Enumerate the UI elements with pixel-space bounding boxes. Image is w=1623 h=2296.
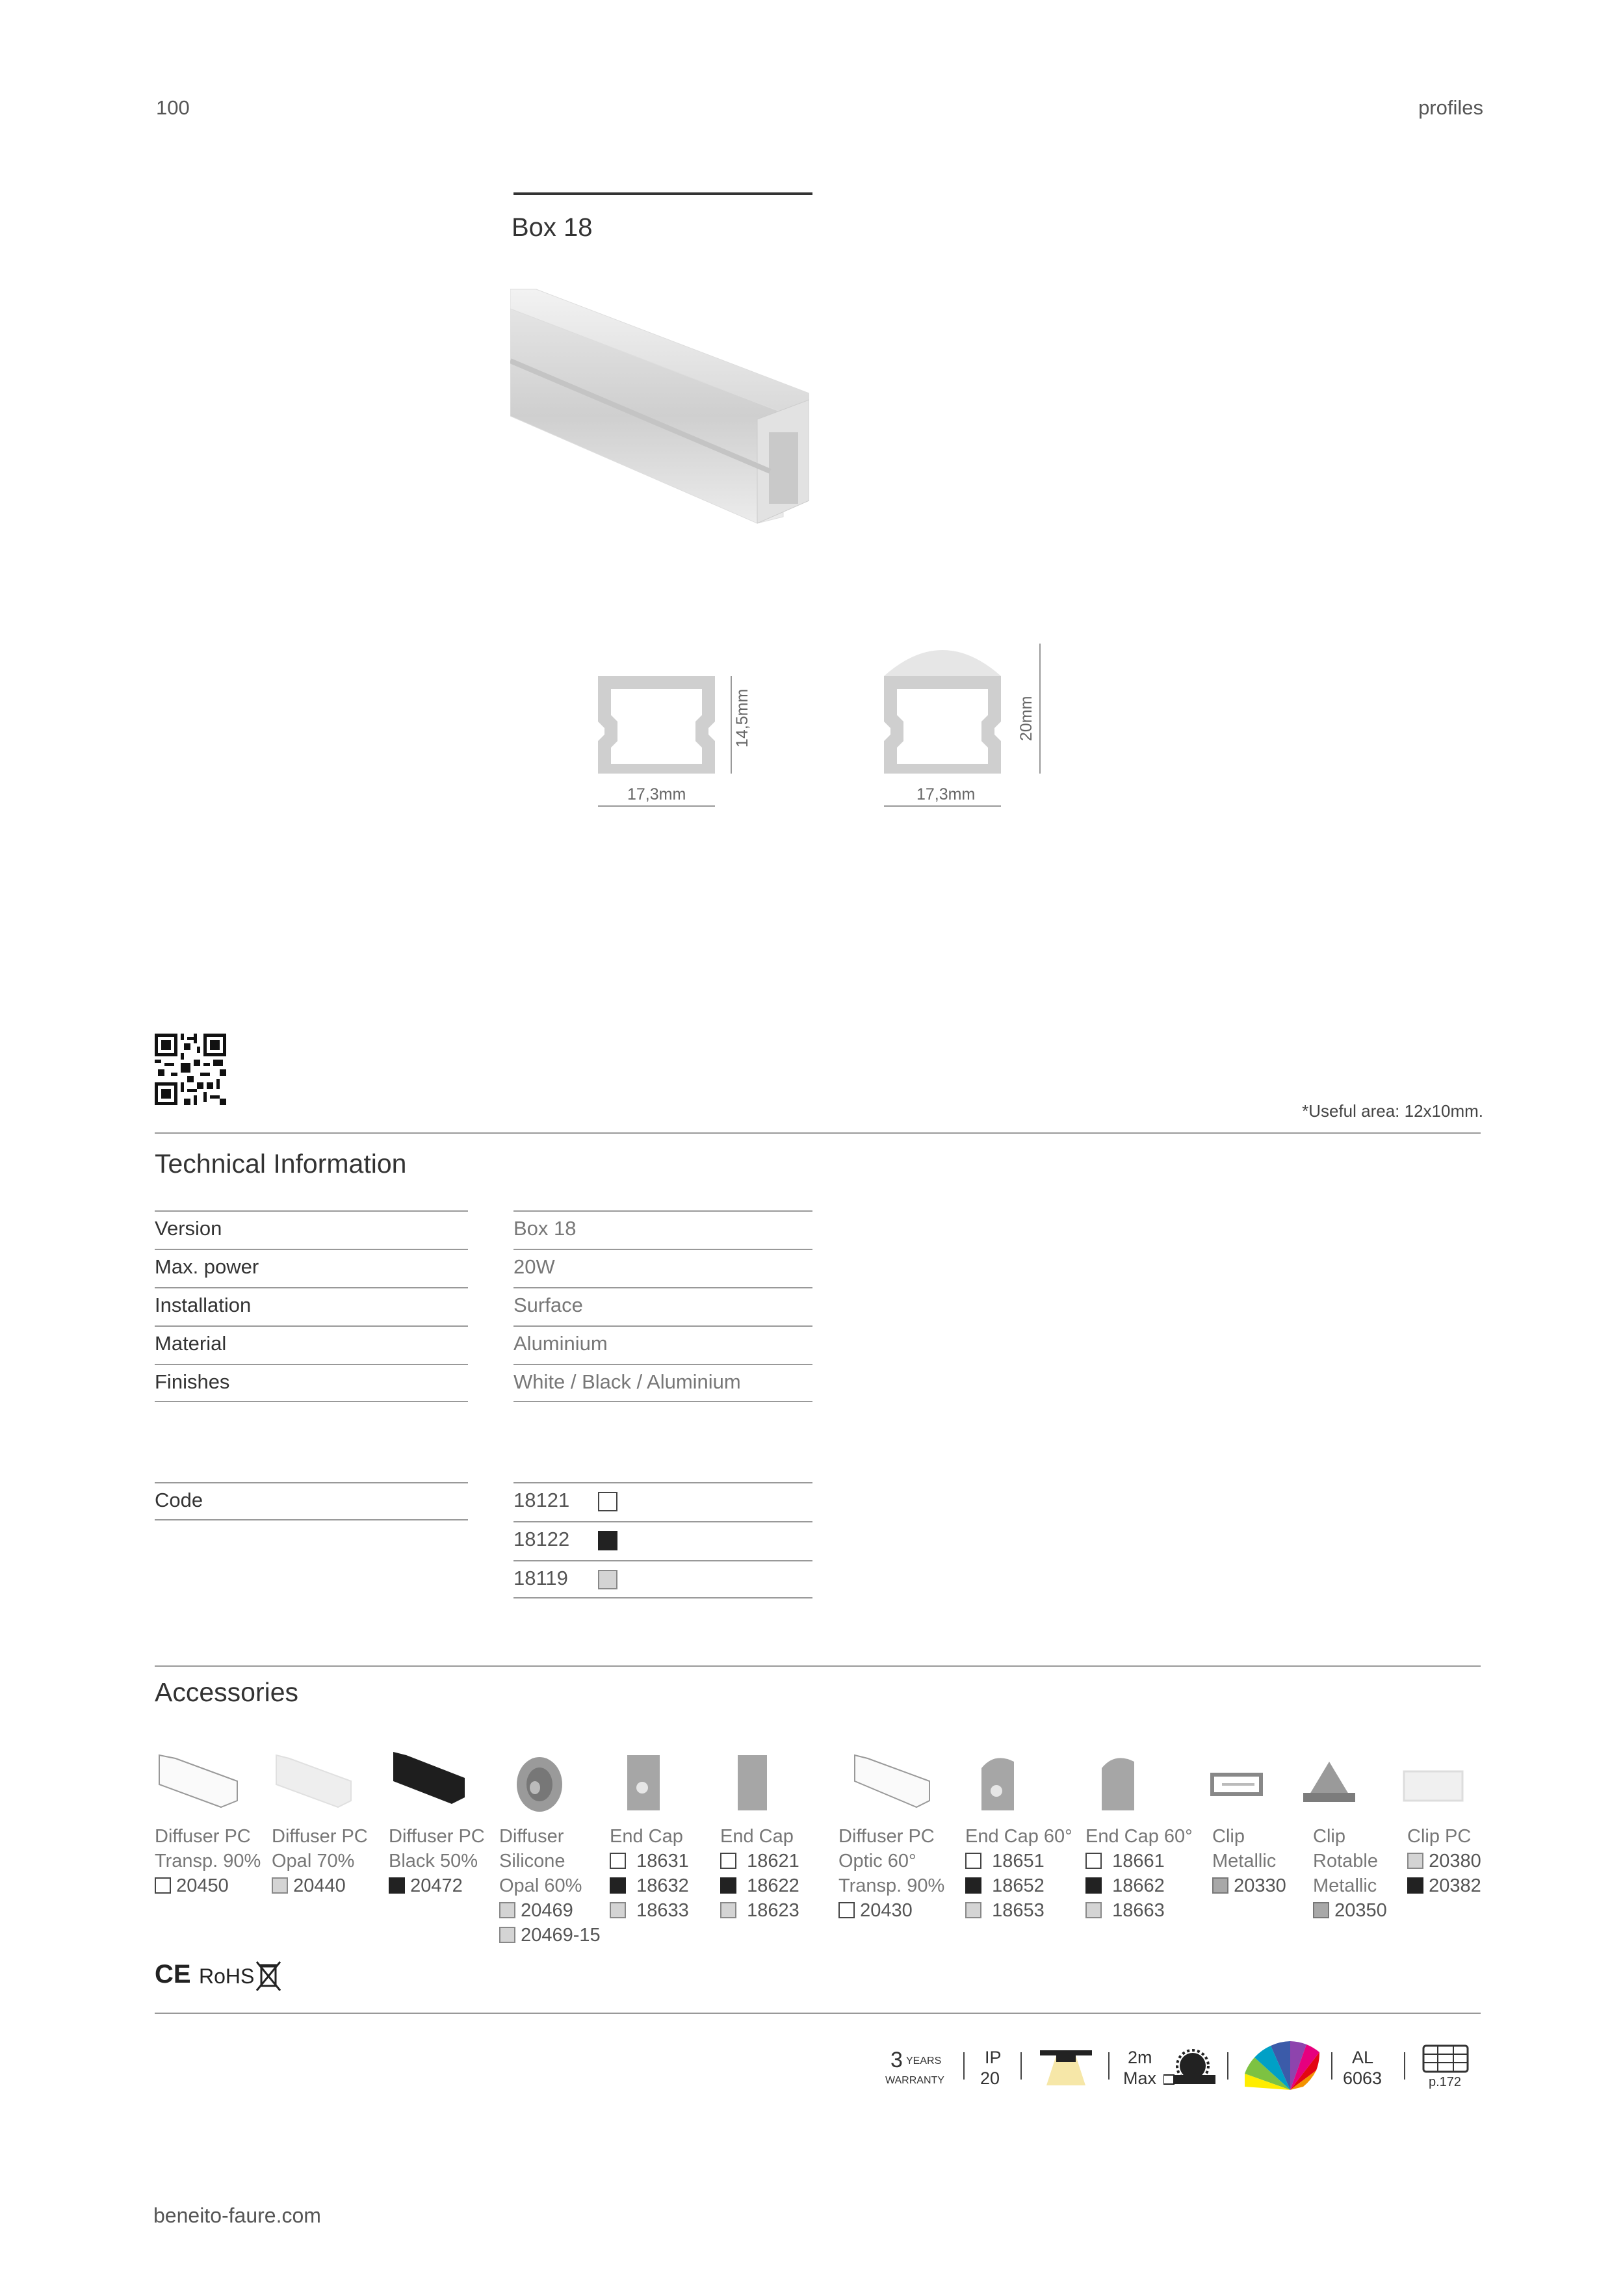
finish-opal-swatch <box>272 1877 288 1894</box>
tech-value-installation: Surface <box>513 1287 812 1325</box>
finish-black-swatch <box>965 1877 981 1894</box>
finish-white-swatch <box>720 1853 736 1869</box>
divider <box>155 1132 1481 1134</box>
tech-value-max-power: 20W <box>513 1249 812 1287</box>
accessory-code: 20469 <box>521 1900 573 1921</box>
accessory-name: End Cap 60° <box>965 1826 1072 1847</box>
finish-aluminium-swatch <box>965 1902 981 1918</box>
warranty-years: YEARS <box>906 2055 942 2067</box>
accessory-silicone-roll-image <box>517 1757 562 1812</box>
profile-product-image <box>510 283 809 530</box>
accessory-diffuser-pc-transp <box>155 1824 261 1898</box>
page-number: 100 <box>156 96 190 119</box>
height-dimension-flat: 14,5mm <box>733 688 751 748</box>
separator <box>1108 2052 1110 2080</box>
accessory-name: Metallic <box>1313 1875 1377 1896</box>
accessory-diffuser-black-image <box>393 1752 465 1804</box>
accessory-code: 20472 <box>410 1875 463 1896</box>
accessory-code: 20469-15 <box>521 1925 601 1946</box>
accessory-clip-pc <box>1407 1824 1481 1898</box>
accessory-name: End Cap <box>720 1826 794 1847</box>
accessory-code: 18623 <box>747 1900 799 1921</box>
accessory-name: Diffuser <box>499 1826 564 1847</box>
accessory-code-row <box>610 1898 689 1923</box>
profile-grid-icon[interactable] <box>1422 2044 1469 2073</box>
finish-aluminium-swatch <box>598 1570 617 1589</box>
product-title: Box 18 <box>512 213 593 242</box>
accessory-name: End Cap <box>610 1826 683 1847</box>
qr-code[interactable] <box>155 1034 226 1105</box>
accessory-clip-metallic-image <box>1212 1775 1261 1794</box>
accessory-end-cap-60-a <box>965 1824 1072 1923</box>
accessory-clip-metallic <box>1212 1824 1286 1898</box>
code-value: 18121 <box>513 1489 570 1511</box>
warranty-label: WARRANTY <box>885 2075 944 2086</box>
tech-label-installation: Installation <box>155 1287 468 1325</box>
accessory-code-row <box>1085 1898 1193 1923</box>
section-label: profiles <box>1418 96 1483 119</box>
separator <box>963 2052 965 2080</box>
width-dimension-flat: 17,3mm <box>627 785 686 803</box>
accessory-code: 18651 <box>992 1851 1045 1872</box>
accessory-name: Metallic <box>1212 1851 1277 1872</box>
tech-label-version: Version <box>155 1210 468 1249</box>
accessory-name: Black 50% <box>389 1851 478 1872</box>
accessory-code: 18632 <box>636 1875 689 1896</box>
accessory-diffuser-pc-optic <box>838 1824 944 1923</box>
accessory-name: Opal 70% <box>272 1851 355 1872</box>
accessory-name: Rotable <box>1313 1851 1378 1872</box>
accessory-code: 18652 <box>992 1875 1045 1896</box>
accessory-code: 20330 <box>1234 1875 1286 1896</box>
accessory-end-cap-a <box>610 1824 689 1923</box>
weee-bin-icon <box>255 1960 282 1992</box>
code-row <box>513 1560 812 1598</box>
website-link[interactable]: beneito-faure.com <box>153 2204 321 2227</box>
finish-black-swatch <box>389 1877 405 1894</box>
height-dimension-dome: 20mm <box>1017 696 1035 741</box>
tech-value-finishes: White / Black / Aluminium <box>513 1364 812 1402</box>
finish-white-swatch <box>155 1877 171 1894</box>
accessory-code: 20350 <box>1334 1900 1387 1921</box>
accessory-name: Opal 60% <box>499 1875 582 1896</box>
accessory-end-cap-60-b <box>1085 1824 1193 1923</box>
finish-aluminium-swatch <box>610 1902 626 1918</box>
width-dimension-dome: 17,3mm <box>916 785 976 803</box>
accessory-name: Optic 60° <box>838 1851 916 1872</box>
warranty-number: 3 <box>890 2048 903 2072</box>
accessory-code-row <box>389 1873 485 1898</box>
finish-transparent-swatch <box>1407 1853 1423 1869</box>
accessory-code: 18653 <box>992 1900 1045 1921</box>
accessory-code: 20430 <box>860 1900 913 1921</box>
accessory-code-row <box>720 1849 799 1873</box>
accessory-code: 18622 <box>747 1875 799 1896</box>
max-length-label: Max <box>1123 2068 1157 2088</box>
useful-area-note: *Useful area: 12x10mm. <box>1302 1101 1483 1121</box>
code-label: Code <box>155 1482 468 1520</box>
accessory-code-row <box>610 1873 689 1898</box>
accessory-clip-rotable-image <box>1303 1762 1355 1802</box>
max-length-value: 2m <box>1128 2048 1152 2067</box>
accessory-code: 18633 <box>636 1900 689 1921</box>
accessory-code: 18661 <box>1112 1851 1165 1872</box>
accessory-code-row <box>1407 1873 1481 1898</box>
accessory-diffuser-optic-image <box>855 1755 929 1807</box>
finish-white-swatch <box>838 1902 855 1918</box>
alloy-label: AL <box>1352 2048 1374 2067</box>
accessories-heading: Accessories <box>155 1677 299 1707</box>
finish-black-swatch <box>1085 1877 1102 1894</box>
finish-aluminium-swatch <box>1085 1902 1102 1918</box>
accessory-code-row <box>610 1849 689 1873</box>
accessory-code: 20382 <box>1429 1875 1481 1896</box>
accessory-code-row <box>1212 1873 1286 1898</box>
accessory-code: 18631 <box>636 1851 689 1872</box>
accessory-diffuser-silicone <box>499 1824 601 1948</box>
accessory-name: Diffuser PC <box>838 1826 935 1847</box>
tech-value-material: Aluminium <box>513 1325 812 1364</box>
accessory-code-row <box>1085 1873 1193 1898</box>
code-value: 18119 <box>513 1567 568 1589</box>
finish-white-swatch <box>610 1853 626 1869</box>
accessory-name: End Cap 60° <box>1085 1826 1193 1847</box>
accessory-end-cap-60-image <box>981 1758 1014 1810</box>
accessory-code-row <box>1313 1898 1387 1923</box>
accessory-code-row <box>1085 1849 1193 1873</box>
accessory-code-row <box>838 1898 944 1923</box>
finish-black-swatch <box>1407 1877 1423 1894</box>
accessory-diffuser-opal-image <box>276 1755 351 1807</box>
accessory-code-row <box>272 1873 368 1898</box>
tech-label-material: Material <box>155 1325 468 1364</box>
accessory-end-cap-image <box>738 1755 767 1810</box>
accessory-code-row <box>965 1873 1072 1898</box>
finish-aluminium-swatch <box>720 1902 736 1918</box>
accessory-code-row <box>1407 1849 1481 1873</box>
ip-label: IP <box>985 2048 1002 2067</box>
divider <box>155 1665 1481 1667</box>
accessory-diffuser-pc-black <box>389 1824 485 1898</box>
accessory-diffuser-pc-opal <box>272 1824 368 1898</box>
code-row <box>513 1521 812 1559</box>
accessory-name: Diffuser PC <box>155 1826 251 1847</box>
technical-heading: Technical Information <box>155 1149 407 1179</box>
accessory-code: 18663 <box>1112 1900 1165 1921</box>
finish-white-swatch <box>1085 1853 1102 1869</box>
finish-black-swatch <box>610 1877 626 1894</box>
finish-metallic-swatch <box>1212 1877 1228 1894</box>
accessory-clip-rotable <box>1313 1824 1387 1923</box>
divider <box>155 2013 1481 2014</box>
accessory-name: Clip <box>1212 1826 1245 1847</box>
page-reference-link[interactable]: p.172 <box>1429 2075 1462 2089</box>
accessory-code: 18621 <box>747 1851 799 1872</box>
accessory-code-row <box>155 1873 261 1898</box>
accessory-name: Clip <box>1313 1826 1345 1847</box>
accessory-name: Diffuser PC <box>272 1826 368 1847</box>
finish-opal-swatch <box>499 1902 515 1918</box>
rohs-label: RoHS <box>199 1964 255 1988</box>
code-value: 18122 <box>513 1528 570 1550</box>
accessory-end-cap-60-image <box>1102 1758 1134 1810</box>
accessory-code-row <box>499 1923 601 1948</box>
accessory-end-cap-image <box>627 1755 660 1810</box>
separator <box>1331 2052 1332 2080</box>
accessory-name: Transp. 90% <box>155 1851 261 1872</box>
separator <box>1020 2052 1022 2080</box>
accessory-clip-pc-image <box>1404 1771 1462 1801</box>
accessory-code-row <box>499 1898 601 1923</box>
finish-black-swatch <box>598 1531 617 1550</box>
accessory-name: Diffuser PC <box>389 1826 485 1847</box>
accessory-code: 20450 <box>176 1875 229 1896</box>
surface-light-icon <box>1040 2048 1092 2087</box>
accessory-code-row <box>720 1873 799 1898</box>
accessory-code: 20440 <box>293 1875 346 1896</box>
tech-label-max-power: Max. power <box>155 1249 468 1287</box>
code-row <box>513 1482 812 1520</box>
finish-white-swatch <box>598 1492 617 1511</box>
accessory-code: 18662 <box>1112 1875 1165 1896</box>
title-rule <box>513 192 812 195</box>
ip-value: 20 <box>980 2068 1000 2088</box>
finish-white-swatch <box>965 1853 981 1869</box>
accessory-images <box>156 1749 1482 1820</box>
accessory-name: Transp. 90% <box>838 1875 945 1896</box>
alloy-value: 6063 <box>1343 2068 1383 2088</box>
finish-opal-swatch <box>499 1927 515 1943</box>
finish-black-swatch <box>720 1877 736 1894</box>
separator <box>1404 2052 1405 2080</box>
accessory-end-cap-b <box>720 1824 799 1923</box>
saw-cut-icon <box>1163 2048 1215 2087</box>
accessory-code-row <box>965 1898 1072 1923</box>
finish-metallic-swatch <box>1313 1902 1329 1918</box>
tech-value-version: Box 18 <box>513 1210 812 1249</box>
accessory-name: Clip PC <box>1407 1826 1472 1847</box>
accessory-code-row <box>965 1849 1072 1873</box>
accessory-code-row <box>720 1898 799 1923</box>
ce-mark: CE <box>155 1960 191 1989</box>
color-fan-icon <box>1245 2038 1319 2096</box>
accessory-name: Silicone <box>499 1851 565 1872</box>
tech-label-finishes: Finishes <box>155 1364 468 1402</box>
accessory-diffuser-transp-image <box>159 1755 237 1807</box>
accessory-code: 20380 <box>1429 1851 1481 1872</box>
separator <box>1227 2052 1228 2080</box>
